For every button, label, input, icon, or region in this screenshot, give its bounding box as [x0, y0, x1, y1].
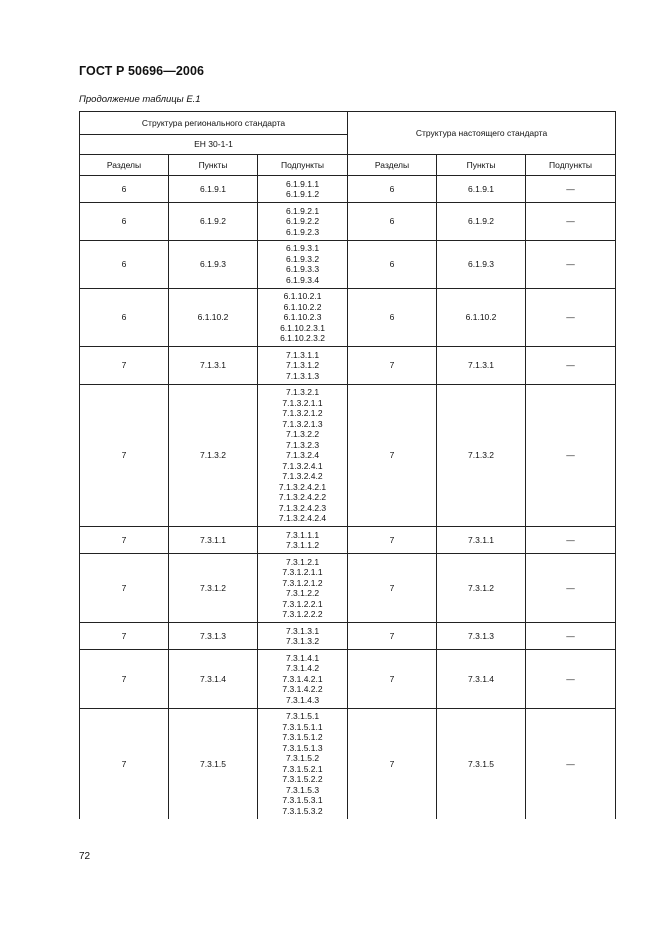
cell-punkt-current: 7.1.3.2 [437, 384, 526, 527]
podpunkt-line: 6.1.9.1.1 [285, 178, 320, 189]
cell-razdel-current: 7 [348, 384, 437, 527]
podpunkt-line: 7.3.1.5.2.1 [282, 763, 323, 774]
cell-razdel-current: 7 [348, 527, 437, 554]
podpunkt-line: 6.1.9.3.1 [285, 243, 320, 253]
cell-punkt: 6.1.10.2 [169, 288, 258, 347]
table-row [80, 176, 616, 203]
cell-razdel-current: 6 [348, 176, 437, 203]
cell-razdel: 7 [80, 347, 169, 385]
podpunkt-line: 7.3.1.5.3.1 [282, 795, 323, 806]
podpunkt-line: 7.3.1.1.2 [285, 540, 320, 550]
podpunkt-line: 7.1.3.2.1.1 [282, 397, 323, 408]
cell-razdel-current: 7 [348, 623, 437, 650]
cell-podpunkty [258, 554, 348, 623]
table-row [80, 623, 616, 650]
podpunkt-line: 7.1.3.2.4.2.4 [278, 513, 327, 523]
podpunkt-line: 6.1.10.2.1 [283, 291, 322, 301]
cell-podpunkt-current: — [526, 288, 616, 347]
column-header-razdely-current: Разделы [348, 155, 437, 176]
podpunkt-line: 6.1.10.2.2 [283, 301, 322, 312]
cell-podpunkt-current: — [526, 176, 616, 203]
podpunkt-line: 6.1.9.3.3 [285, 264, 320, 274]
cell-razdel-current: 6 [348, 203, 437, 241]
podpunkt-line: 7.3.1.5.1 [285, 711, 320, 722]
podpunkt-line: 7.3.1.2.2.2 [282, 609, 323, 619]
cell-razdel: 7 [80, 650, 169, 709]
cell-punkt-current: 6.1.9.2 [437, 203, 526, 241]
column-header-podpunkty-current: Подпункты [526, 155, 616, 176]
cell-punkt: 7.3.1.4 [169, 650, 258, 709]
podpunkt-line: 7.3.1.3.2 [285, 636, 320, 646]
cell-punkt-current: 6.1.10.2 [437, 288, 526, 347]
cell-punkt: 7.3.1.5 [169, 708, 258, 819]
cell-razdel-current: 6 [348, 288, 437, 347]
correspondence-table [79, 111, 616, 819]
table-row [80, 347, 616, 385]
cell-punkt: 7.1.3.2 [169, 384, 258, 527]
cell-razdel: 7 [80, 623, 169, 650]
podpunkt-line: 6.1.9.2.2 [285, 216, 320, 226]
cell-razdel: 7 [80, 384, 169, 527]
cell-punkt: 7.3.1.3 [169, 623, 258, 650]
podpunkt-line: 7.1.3.2.1.2 [282, 408, 323, 418]
cell-podpunkt-current: — [526, 708, 616, 819]
cell-punkt-current: 7.3.1.3 [437, 623, 526, 650]
podpunkt-line: 7.3.1.4.2.1 [282, 673, 323, 684]
cell-punkt: 7.1.3.1 [169, 347, 258, 385]
podpunkt-line: 6.1.9.2.3 [285, 226, 320, 237]
cell-podpunkty [258, 623, 348, 650]
cell-razdel: 6 [80, 176, 169, 203]
cell-punkt: 6.1.9.1 [169, 176, 258, 203]
cell-podpunkty [258, 384, 348, 527]
podpunkt-line: 6.1.9.3.4 [285, 274, 320, 285]
cell-razdel: 7 [80, 554, 169, 623]
cell-razdel-current: 7 [348, 347, 437, 385]
podpunkt-line: 6.1.9.3.2 [285, 253, 320, 264]
cell-podpunkty [258, 176, 348, 203]
current-standard-header: Структура настоящего стандарта [348, 112, 616, 155]
podpunkt-line: 7.3.1.2.1.2 [282, 577, 323, 588]
podpunkt-line: 7.3.1.2.2 [285, 588, 320, 598]
cell-podpunkt-current: — [526, 623, 616, 650]
podpunkt-line: 7.3.1.4.3 [285, 694, 320, 705]
table-row [80, 240, 616, 288]
cell-punkt-current: 7.3.1.2 [437, 554, 526, 623]
table-row [80, 650, 616, 709]
podpunkt-line: 7.3.1.5.3.2 [282, 805, 323, 816]
document-title: ГОСТ Р 50696—2006 [79, 64, 205, 78]
cell-podpunkty [258, 650, 348, 709]
podpunkt-line: 7.1.3.2.4.2.3 [278, 502, 327, 513]
cell-razdel: 6 [80, 240, 169, 288]
podpunkt-line: 7.1.3.2.4.2.2 [278, 492, 327, 502]
cell-punkt-current: 7.3.1.4 [437, 650, 526, 709]
column-header-razdely: Разделы [80, 155, 169, 176]
podpunkt-line: 7.3.1.4.2 [285, 663, 320, 673]
podpunkt-line: 7.1.3.2.4.2.1 [278, 481, 327, 492]
podpunkt-line: 7.1.3.1.1 [285, 349, 320, 360]
podpunkt-line: 7.3.1.3.1 [285, 625, 320, 636]
podpunkt-line: 7.3.1.5.1.1 [282, 721, 323, 732]
podpunkt-line: 7.1.3.2.4.1 [282, 460, 323, 471]
cell-podpunkt-current: — [526, 203, 616, 241]
regional-standard-header: Структура регионального стандарта [80, 112, 348, 135]
cell-punkt-current: 7.3.1.1 [437, 527, 526, 554]
podpunkt-line: 7.1.3.2.1.3 [282, 418, 323, 429]
cell-razdel-current: 7 [348, 554, 437, 623]
podpunkt-line: 7.1.3.2.1 [285, 387, 320, 397]
podpunkt-line: 7.3.1.5.2 [285, 753, 320, 764]
podpunkt-line: 7.3.1.2.1.1 [282, 567, 323, 577]
table-row [80, 203, 616, 241]
podpunkt-line: 7.3.1.4.2.2 [282, 684, 323, 694]
cell-podpunkty [258, 240, 348, 288]
cell-podpunkt-current: — [526, 347, 616, 385]
page-number: 72 [79, 851, 91, 862]
column-header-podpunkty: Подпункты [258, 155, 348, 176]
cell-podpunkt-current: — [526, 554, 616, 623]
cell-podpunkt-current: — [526, 384, 616, 527]
podpunkt-line: 7.3.1.5.1.3 [282, 742, 323, 753]
cell-razdel: 7 [80, 527, 169, 554]
cell-razdel: 7 [80, 708, 169, 819]
cell-podpunkt-current: — [526, 240, 616, 288]
cell-podpunkty [258, 203, 348, 241]
table-row [80, 288, 616, 347]
podpunkt-line: 6.1.9.1.2 [285, 189, 320, 199]
table-row [80, 554, 616, 623]
cell-punkt: 6.1.9.2 [169, 203, 258, 241]
cell-punkt-current: 7.1.3.1 [437, 347, 526, 385]
podpunkt-line: 7.3.1.1.1 [285, 529, 320, 540]
cell-podpunkty [258, 708, 348, 819]
podpunkt-line: 7.1.3.2.3 [285, 439, 320, 450]
podpunkt-line: 7.3.1.5.3 [285, 784, 320, 795]
podpunkt-line: 7.3.1.5.2.2 [282, 774, 323, 785]
table-caption: Продолжение таблицы Е.1 [79, 94, 201, 105]
table-row [80, 527, 616, 554]
cell-podpunkty [258, 347, 348, 385]
column-header-punkty: Пункты [169, 155, 258, 176]
podpunkt-line: 7.3.1.5.1.2 [282, 732, 323, 743]
podpunkt-line: 7.3.1.4.1 [285, 652, 320, 663]
podpunkt-line: 7.3.1.2.1 [285, 556, 320, 567]
podpunkt-line: 7.1.3.2.4.2 [282, 471, 323, 481]
cell-punkt-current: 7.3.1.5 [437, 708, 526, 819]
cell-punkt-current: 6.1.9.1 [437, 176, 526, 203]
table-row [80, 708, 616, 819]
table-body [80, 112, 616, 820]
cell-podpunkty [258, 527, 348, 554]
podpunkt-line: 7.1.3.1.2 [285, 360, 320, 370]
cell-punkt-current: 6.1.9.3 [437, 240, 526, 288]
podpunkt-line: 7.1.3.2.2 [285, 429, 320, 439]
cell-razdel-current: 6 [348, 240, 437, 288]
podpunkt-line: 7.1.3.1.3 [285, 370, 320, 381]
cell-podpunkt-current: — [526, 527, 616, 554]
podpunkt-line: 6.1.9.2.1 [285, 205, 320, 216]
cell-punkt: 7.3.1.2 [169, 554, 258, 623]
column-header-punkty-current: Пункты [437, 155, 526, 176]
cell-razdel: 6 [80, 288, 169, 347]
podpunkt-line: 7.3.1.2.2.1 [282, 598, 323, 609]
podpunkt-line: 6.1.10.2.3.1 [280, 322, 325, 333]
cell-razdel-current: 7 [348, 708, 437, 819]
podpunkt-line: 7.1.3.2.4 [285, 450, 320, 460]
cell-punkt: 6.1.9.3 [169, 240, 258, 288]
cell-razdel-current: 7 [348, 650, 437, 709]
cell-podpunkty [258, 288, 348, 347]
cell-punkt: 7.3.1.1 [169, 527, 258, 554]
regional-standard-code: ЕН 30-1-1 [80, 135, 348, 155]
podpunkt-line: 6.1.10.2.3 [283, 312, 322, 322]
cell-podpunkt-current: — [526, 650, 616, 709]
podpunkt-line: 6.1.10.2.3.2 [280, 333, 325, 343]
cell-razdel: 6 [80, 203, 169, 241]
table-row [80, 384, 616, 527]
